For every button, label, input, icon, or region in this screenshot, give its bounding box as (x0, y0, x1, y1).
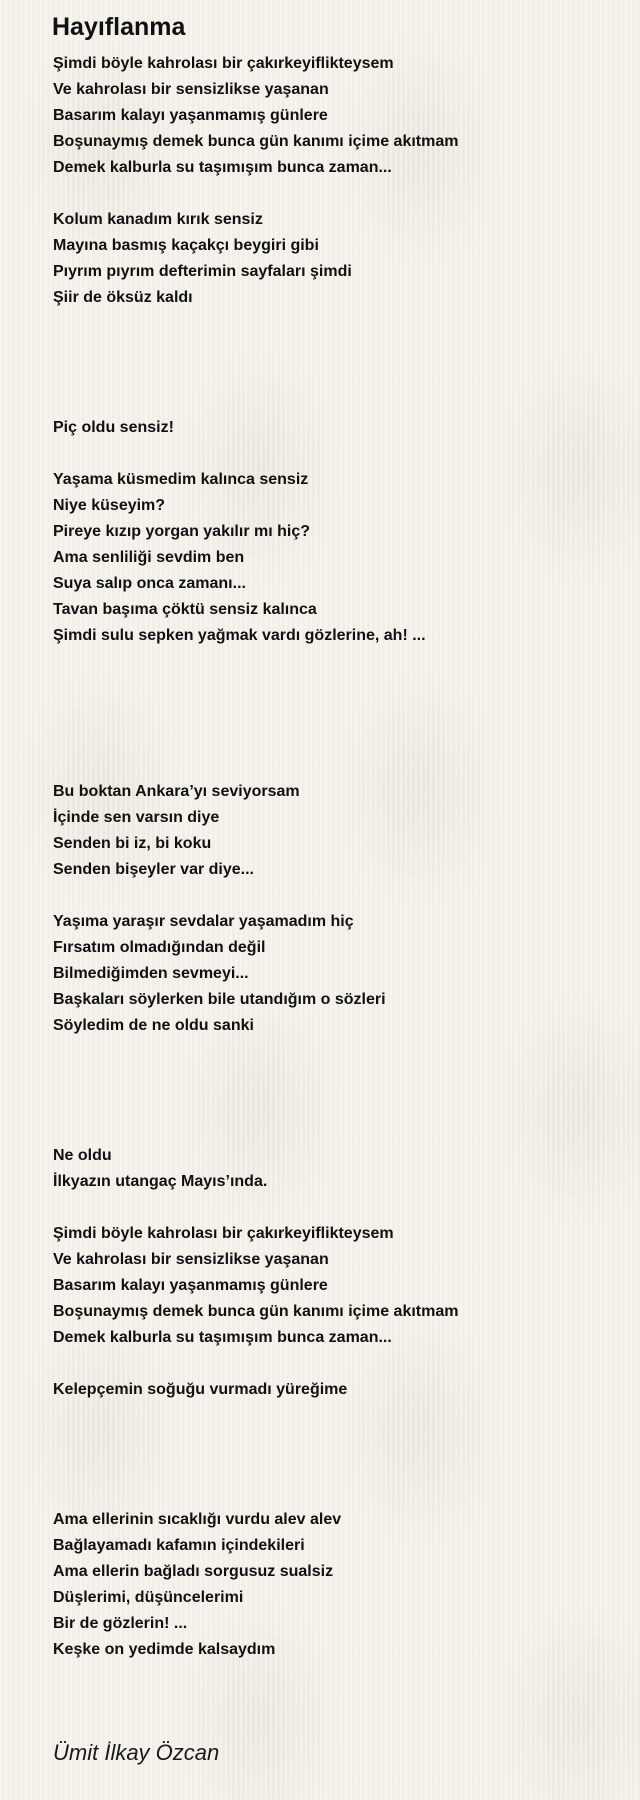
poem-line: Boşunaymış demek bunca gün kanımı içime akıtmam (53, 1303, 459, 1320)
stanza-gap (53, 1429, 623, 1455)
stanza-gap (53, 675, 623, 701)
poem-line: Piç oldu sensiz! (53, 419, 174, 436)
poem-line: Bilmediğimden sevmeyi... (53, 965, 249, 982)
stanza-gap (53, 1403, 623, 1429)
stanza-gap (53, 1481, 623, 1507)
stanza-gap (53, 1351, 623, 1377)
stanza-gap (53, 311, 623, 337)
poem-line: Demek kalburla su taşımışım bunca zaman... (53, 1329, 392, 1346)
poem-line: Yaşıma yaraşır sevdalar yaşamadım hiç (53, 913, 354, 930)
poem-line: İçinde sen varsın diye (53, 809, 220, 826)
stanza-gap (53, 1039, 623, 1065)
poem-line: İlkyazın utangaç Mayıs’ında. (53, 1173, 268, 1190)
stanza-gap (53, 1091, 623, 1117)
poem-line: Demek kalburla su taşımışım bunca zaman... (53, 159, 392, 176)
poem-line: Şiir de öksüz kaldı (53, 289, 193, 306)
poem-line: Söyledim de ne oldu sanki (53, 1017, 254, 1034)
poem-line: Başkaları söylerken bile utandığım o sözleri (53, 991, 386, 1008)
stanza-gap (53, 1117, 623, 1143)
poem-author: Ümit İlkay Özcan (53, 1740, 220, 1765)
poem-line: Niye küseyim? (53, 497, 166, 514)
poem-line: Ve kahrolası bir sensizlikse yaşanan (53, 81, 329, 98)
stanza-gap (53, 883, 623, 909)
poem-title: Hayıflanma (52, 13, 186, 41)
poem-line: Şimdi böyle kahrolası bir çakırkeyiflikteysem (53, 55, 394, 72)
poem-line: Senden bi iz, bi koku (53, 835, 212, 852)
stanza-gap (53, 389, 623, 415)
poem-line: Ama ellerin bağladı sorgusuz sualsiz (53, 1563, 334, 1580)
stanza-gap (53, 337, 623, 363)
stanza-gap (53, 441, 623, 467)
poem-line: Keşke on yedimde kalsaydım (53, 1641, 276, 1658)
poem-line: Düşlerimi, düşüncelerimi (53, 1589, 244, 1606)
poem-line: Tavan başıma çöktü sensiz kalınca (53, 601, 317, 618)
poem-line: Senden bişeyler var diye... (53, 861, 254, 878)
stanza-gap (53, 1455, 623, 1481)
poem-line: Basarım kalayı yaşanmamış günlere (53, 107, 328, 124)
poem-line: Mayına basmış kaçakçı beygiri gibi (53, 237, 319, 254)
poem-line: Yaşama küsmedim kalınca sensiz (53, 471, 309, 488)
poem-line: Pıyrım pıyrım defterimin sayfaları şimdi (53, 263, 352, 280)
stanza-gap (53, 181, 623, 207)
poem-line: Bir de gözlerin! ... (53, 1615, 188, 1632)
poem-line: Ama ellerinin sıcaklığı vurdu alev alev (53, 1511, 342, 1528)
stanza-gap (53, 1195, 623, 1221)
poem-line: Bu boktan Ankara’yı seviyorsam (53, 783, 300, 800)
stanza-gap (53, 701, 623, 727)
poem-line: Fırsatım olmadığından değil (53, 939, 266, 956)
poem-line: Kolum kanadım kırık sensiz (53, 211, 263, 228)
poem-line: Basarım kalayı yaşanmamış günlere (53, 1277, 328, 1294)
stanza-gap (53, 363, 623, 389)
stanza-gap (53, 753, 623, 779)
poem-line: Kelepçemin soğuğu vurmadı yüreğime (53, 1381, 348, 1398)
poem-line: Boşunaymış demek bunca gün kanımı içime akıtmam (53, 133, 459, 150)
poem-line: Ama senliliği sevdim ben (53, 549, 245, 566)
poem-line: Ne oldu (53, 1147, 112, 1164)
poem-line: Şimdi böyle kahrolası bir çakırkeyiflikteysem (53, 1225, 394, 1242)
poem-body (53, 51, 623, 1663)
poem-line: Şimdi sulu sepken yağmak vardı gözlerine, ah! ... (53, 627, 426, 644)
poem-line: Pireye kızıp yorgan yakılır mı hiç? (53, 523, 310, 540)
stanza-gap (53, 727, 623, 753)
poem-line: Suya salıp onca zamanı... (53, 575, 246, 592)
stanza-gap (53, 1065, 623, 1091)
poem-line: Bağlayamadı kafamın içindekileri (53, 1537, 305, 1554)
stanza-gap (53, 649, 623, 675)
poem-line: Ve kahrolası bir sensizlikse yaşanan (53, 1251, 329, 1268)
